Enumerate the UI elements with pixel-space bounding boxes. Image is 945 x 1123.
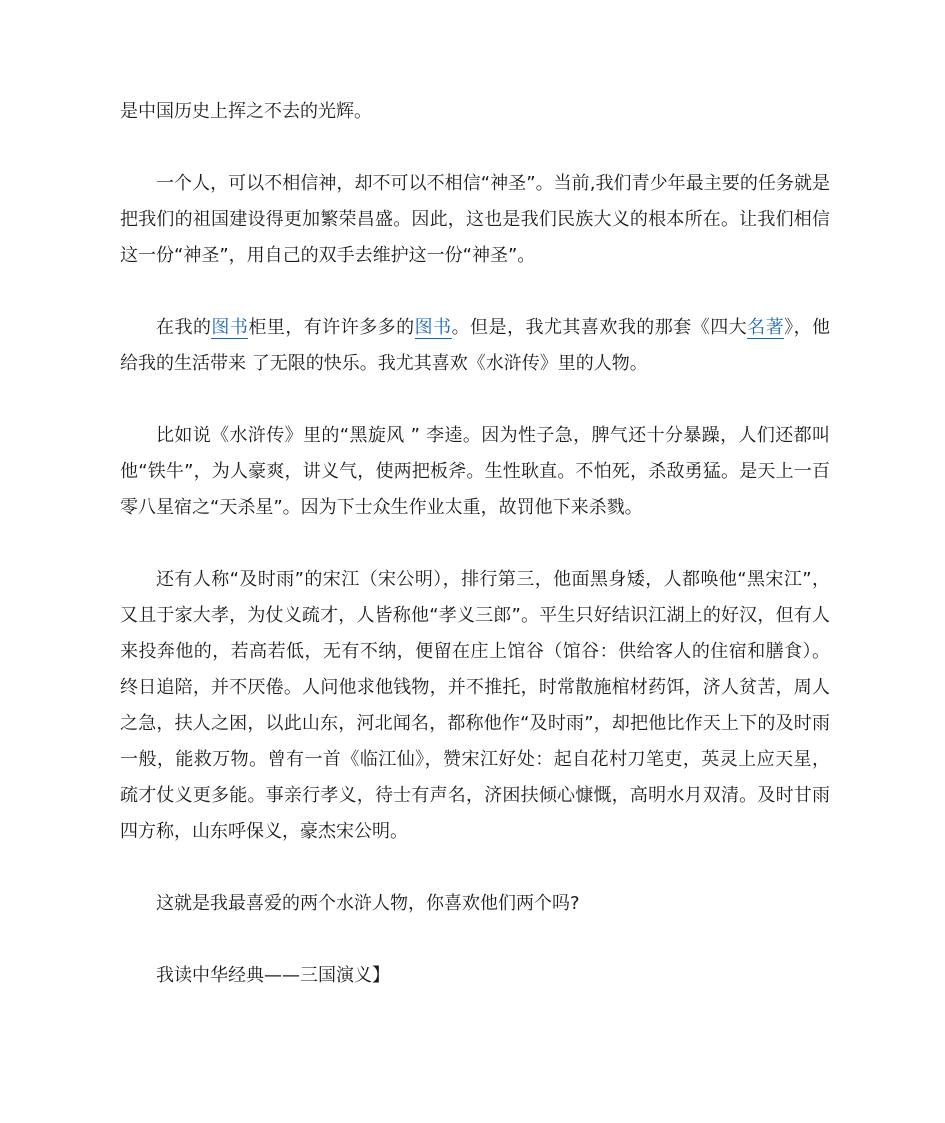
paragraph-text: 在我的 — [156, 317, 212, 338]
paragraph-text: 是中国历史上挥之不去的光辉。 — [120, 101, 372, 122]
paragraph — [120, 562, 830, 850]
paragraph-text: 》，他给我的生活带来 了无限的快乐。我尤其喜欢《水浒传》里的人物。 — [120, 317, 831, 374]
paragraph-text: 还有人称“及时雨”的宋江（宋公明），排行第三，他面黑身矮，人都唤他“黑宋江”，又且于家大孝，为仗义疏才，人皆称他“孝义三郎”。平生只好结识江湖上的好汉，但有人来投奔他的，若高若低，无有不纳，便留在庄上馆谷（馆谷：供给客人的住宿和膳食）。终日追陪，并不厌倦。人问他求他钱物，并不推托，时常散施棺材药饵，济人贫苦，周人之急，扶人之困，以此山东，河北闻名，都称他作“及时雨”，却把他比作天上下的及时雨一般，能救万物。曾有一首《临江仙》，赞宋江好处：起自花村刀笔吏，英灵上应天星，疏才仗义更多能。事亲行孝义，待士有声名，济困扶倾心慷慨，高明水月双清。及时甘雨四方称，山东呼保义，豪杰宋公明。 — [120, 569, 830, 842]
paragraph-text: 我读中华经典——三国演义】 — [156, 965, 390, 986]
hyperlink[interactable]: 图书 — [414, 317, 452, 338]
document-body — [120, 94, 830, 1030]
paragraph-text: 这就是我最喜爱的两个水浒人物，你喜欢他们两个吗? — [156, 893, 580, 914]
paragraph — [120, 166, 830, 274]
paragraph-text: 比如说《水浒传》里的“黑旋风 ” 李逵。因为性子急，脾气还十分暴躁，人们还都叫他“铁牛”，为人豪爽，讲义气，使两把板斧。生性耿直。不怕死，杀敌勇猛。是天上一百零八星宿之“天杀星”。因为下士众生作业太重，故罚他下来杀戮。 — [120, 425, 830, 518]
paragraph — [120, 310, 830, 382]
paragraph-text: 一个人，可以不相信神，却不可以不相信“神圣”。当前,我们青少年最主要的任务就是把我们的祖国建设得更加繁荣昌盛。因此，这也是我们民族大义的根本所在。让我们相信这一份“神圣”，用自己的双手去维护这一份“神圣”。 — [120, 173, 830, 266]
paragraph — [120, 958, 830, 994]
paragraph — [120, 94, 830, 130]
paragraph — [120, 886, 830, 922]
paragraph — [120, 418, 830, 526]
paragraph-text: 柜里，有许许多多的 — [248, 317, 415, 338]
paragraph-text: 。但是，我尤其喜欢我的那套《四大 — [451, 317, 748, 338]
hyperlink[interactable]: 名著 — [747, 317, 785, 338]
hyperlink[interactable]: 图书 — [211, 317, 249, 338]
